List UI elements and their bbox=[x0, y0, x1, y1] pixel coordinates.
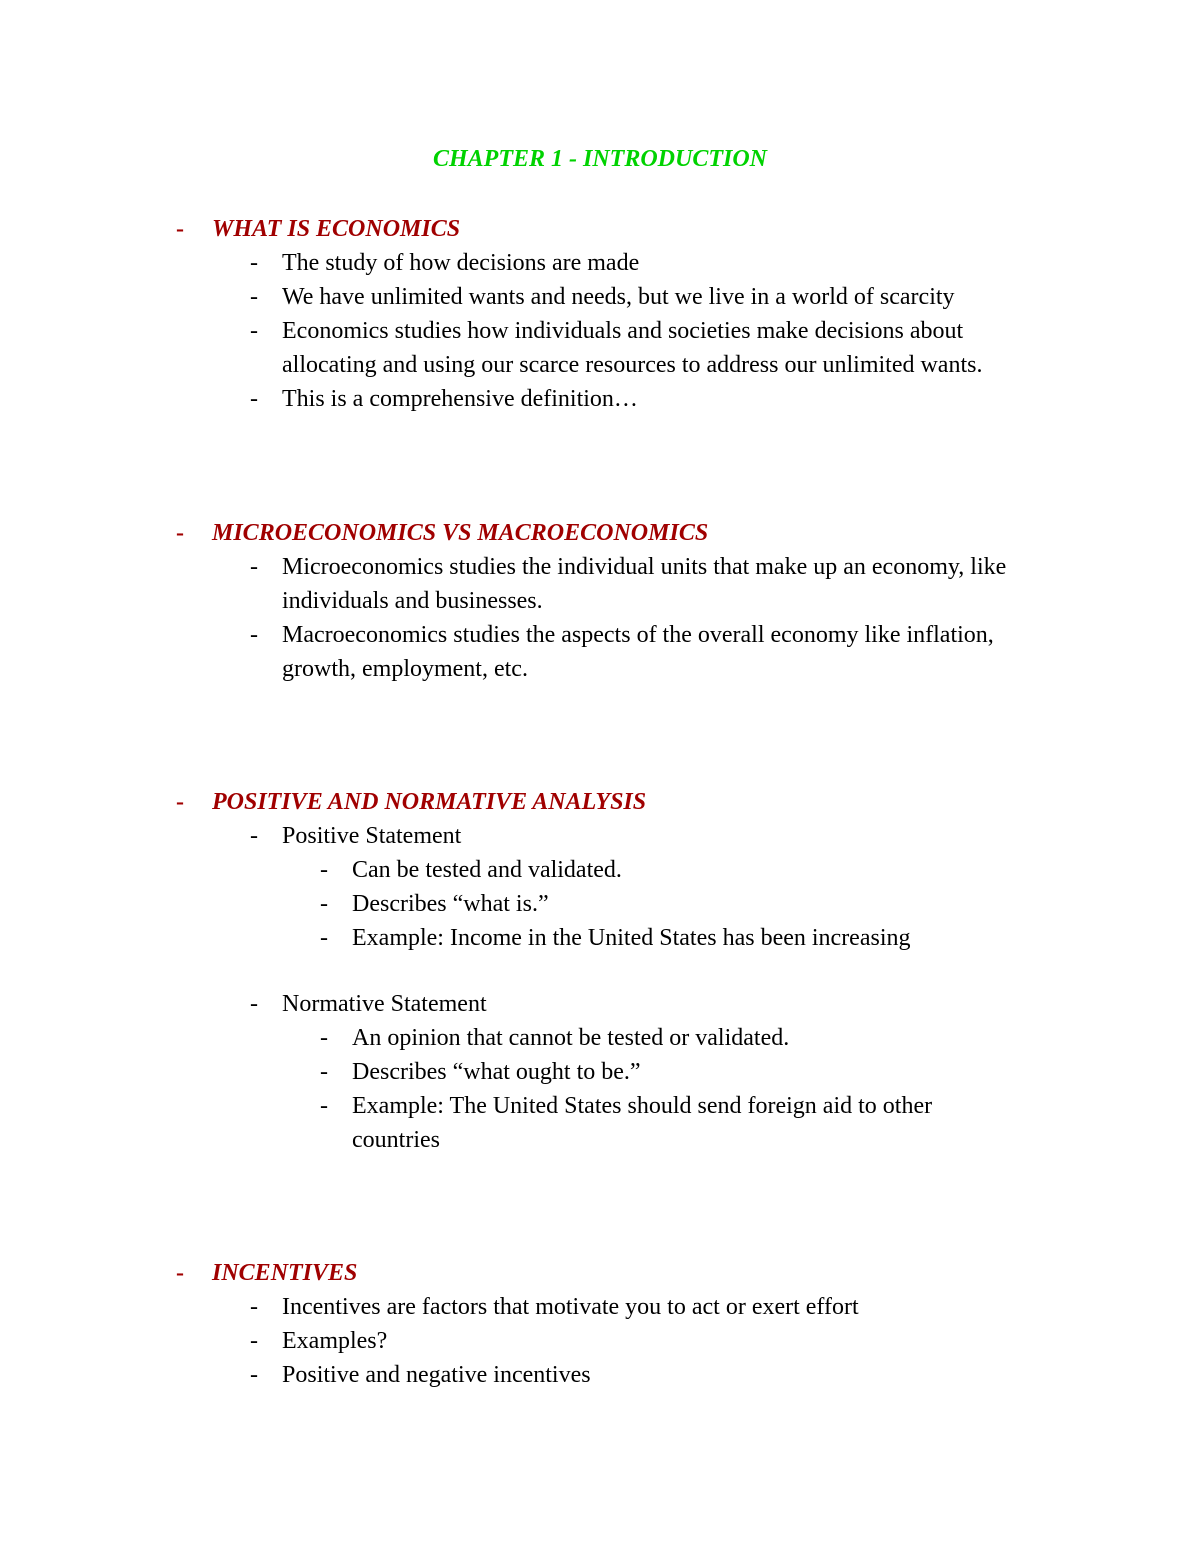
normative-statement-label: Normative Statement bbox=[282, 991, 487, 1017]
sublist-item: Example: The United States should send foreign aid to other bbox=[352, 1093, 933, 1119]
sublist-item: An opinion that cannot be tested or validated. bbox=[352, 1025, 790, 1051]
section-bullet: - bbox=[176, 789, 184, 815]
list-item: Economics studies how individuals and societies make decisions about bbox=[282, 318, 964, 344]
sublist-bullet: - bbox=[320, 857, 328, 883]
list-bullet: - bbox=[250, 1294, 258, 1320]
list-bullet: - bbox=[250, 991, 258, 1017]
list-bullet: - bbox=[250, 554, 258, 580]
list-bullet: - bbox=[250, 386, 258, 412]
list-bullet: - bbox=[250, 1362, 258, 1388]
sublist-bullet: - bbox=[320, 1025, 328, 1051]
sublist-bullet: - bbox=[320, 891, 328, 917]
list-bullet: - bbox=[250, 250, 258, 276]
list-item-continuation: allocating and using our scarce resources to address our unlimited wants. bbox=[282, 352, 983, 378]
list-item: Examples? bbox=[282, 1328, 388, 1354]
list-item: The study of how decisions are made bbox=[282, 250, 640, 276]
heading-micro-vs-macro: MICROECONOMICS VS MACROECONOMICS bbox=[212, 520, 709, 546]
list-item-continuation: growth, employment, etc. bbox=[282, 656, 528, 682]
section-bullet: - bbox=[176, 520, 184, 546]
positive-statement-label: Positive Statement bbox=[282, 823, 462, 849]
chapter-title: CHAPTER 1 - INTRODUCTION bbox=[432, 146, 768, 172]
section-bullet: - bbox=[176, 216, 184, 242]
list-item: We have unlimited wants and needs, but we live in a world of scarcity bbox=[282, 284, 955, 310]
list-bullet: - bbox=[250, 1328, 258, 1354]
list-bullet: - bbox=[250, 318, 258, 344]
sublist-item: Describes “what ought to be.” bbox=[352, 1059, 641, 1085]
list-item: Macroeconomics studies the aspects of the overall economy like inflation, bbox=[282, 622, 994, 648]
heading-incentives: INCENTIVES bbox=[212, 1260, 358, 1286]
list-item: Microeconomics studies the individual units that make up an economy, like bbox=[282, 554, 1007, 580]
list-bullet: - bbox=[250, 823, 258, 849]
list-bullet: - bbox=[250, 284, 258, 310]
section-bullet: - bbox=[176, 1260, 184, 1286]
sublist-item: Example: Income in the United States has been increasing bbox=[352, 925, 911, 951]
list-bullet: - bbox=[250, 622, 258, 648]
list-item: This is a comprehensive definition… bbox=[282, 386, 638, 412]
list-item-continuation: individuals and businesses. bbox=[282, 588, 543, 614]
sublist-bullet: - bbox=[320, 1059, 328, 1085]
sublist-item-continuation: countries bbox=[352, 1127, 440, 1153]
list-item: Positive and negative incentives bbox=[282, 1362, 591, 1388]
heading-what-is-economics: WHAT IS ECONOMICS bbox=[212, 216, 461, 242]
sublist-bullet: - bbox=[320, 925, 328, 951]
list-item: Incentives are factors that motivate you to act or exert effort bbox=[282, 1294, 859, 1320]
sublist-item: Describes “what is.” bbox=[352, 891, 549, 917]
heading-positive-normative: POSITIVE AND NORMATIVE ANALYSIS bbox=[212, 789, 647, 815]
sublist-bullet: - bbox=[320, 1093, 328, 1119]
sublist-item: Can be tested and validated. bbox=[352, 857, 622, 883]
